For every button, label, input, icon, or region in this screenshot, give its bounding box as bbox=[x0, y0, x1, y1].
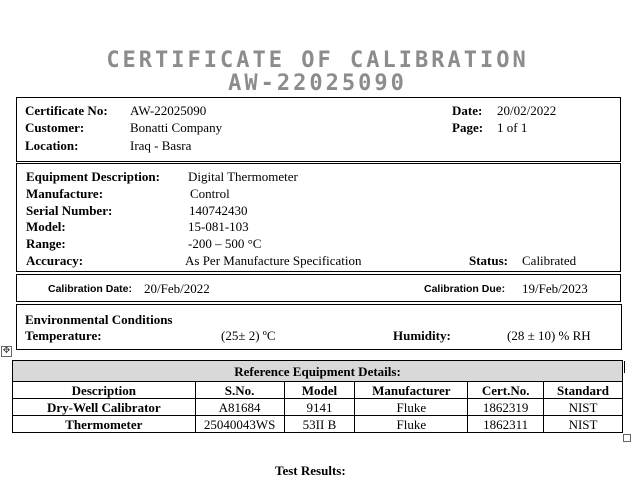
customer-value: Bonatti Company bbox=[130, 120, 223, 135]
table-cell: Thermometer bbox=[13, 416, 196, 433]
equipment-box bbox=[16, 163, 621, 272]
table-cell: Fluke bbox=[355, 399, 468, 416]
column-header: Model bbox=[284, 382, 355, 399]
resize-handle-icon[interactable] bbox=[623, 434, 631, 442]
customer-label: Customer: bbox=[25, 120, 85, 135]
certificate-number-title: AW-22025090 bbox=[228, 71, 407, 96]
equipment-description-value: Digital Thermometer bbox=[188, 169, 298, 184]
location-value: Iraq - Basra bbox=[130, 138, 192, 153]
accuracy-value: As Per Manufacture Specification bbox=[185, 253, 362, 268]
table-cell: A81684 bbox=[195, 399, 284, 416]
column-header: Cert.No. bbox=[468, 382, 544, 399]
environment-heading: Environmental Conditions bbox=[25, 312, 173, 327]
model-value: 15-081-103 bbox=[188, 219, 249, 234]
serial-number-value: 140742430 bbox=[189, 203, 248, 218]
reference-equipment-table bbox=[12, 360, 623, 433]
range-label: Range: bbox=[26, 236, 66, 251]
table-cell: 9141 bbox=[284, 399, 355, 416]
certificate-title: CERTIFICATE OF CALIBRATION bbox=[106, 48, 529, 73]
page-label: Page: bbox=[452, 120, 484, 135]
calibration-date-value: 20/Feb/2022 bbox=[144, 281, 210, 296]
table-row bbox=[13, 416, 623, 433]
manufacture-label: Manufacture: bbox=[26, 186, 104, 201]
table-row bbox=[13, 399, 623, 416]
test-results-heading: Test Results: bbox=[275, 463, 346, 478]
table-cell: Fluke bbox=[355, 416, 468, 433]
table-cell: 1862319 bbox=[468, 399, 544, 416]
range-value: -200 – 500 °C bbox=[188, 236, 262, 251]
column-header: Manufacturer bbox=[355, 382, 468, 399]
equipment-description-label: Equipment Description: bbox=[26, 169, 160, 184]
table-cell: 25040043WS bbox=[195, 416, 284, 433]
column-header: Standard bbox=[544, 382, 623, 399]
move-handle-icon[interactable]: ✥ bbox=[2, 346, 11, 356]
date-value: 20/02/2022 bbox=[497, 103, 557, 118]
calibration-due-value: 19/Feb/2023 bbox=[522, 281, 588, 296]
accuracy-label: Accuracy: bbox=[26, 253, 84, 268]
date-label: Date: bbox=[452, 103, 483, 118]
table-cell: NIST bbox=[544, 399, 623, 416]
table-cell: 1862311 bbox=[468, 416, 544, 433]
certificate-info-box bbox=[16, 97, 621, 162]
manufacture-value: Control bbox=[190, 186, 230, 201]
certificate-no-label: Certificate No: bbox=[25, 103, 108, 118]
humidity-value: (28 ± 10) % RH bbox=[507, 328, 591, 343]
column-header: S.No. bbox=[195, 382, 284, 399]
text-cursor bbox=[624, 361, 625, 373]
status-label: Status: bbox=[469, 253, 509, 268]
temperature-label: Temperature: bbox=[25, 328, 102, 343]
certificate-no-value: AW-22025090 bbox=[130, 103, 207, 118]
location-label: Location: bbox=[25, 138, 79, 153]
model-label: Model: bbox=[26, 219, 66, 234]
humidity-label: Humidity: bbox=[393, 328, 451, 343]
serial-number-label: Serial Number: bbox=[26, 203, 113, 218]
table-cell: NIST bbox=[544, 416, 623, 433]
table-header-row bbox=[13, 382, 623, 399]
calibration-date-label: Calibration Date: bbox=[48, 283, 133, 295]
temperature-value: (25± 2) ºC bbox=[221, 328, 276, 343]
table-cell: 53II B bbox=[284, 416, 355, 433]
calibration-dates-box bbox=[16, 274, 621, 302]
calibration-due-label: Calibration Due: bbox=[424, 283, 506, 295]
page-value: 1 of 1 bbox=[497, 120, 528, 135]
table-cell: Dry-Well Calibrator bbox=[13, 399, 196, 416]
environment-box bbox=[16, 304, 622, 350]
column-header: Description bbox=[13, 382, 196, 399]
status-value: Calibrated bbox=[522, 253, 577, 268]
reference-heading: Reference Equipment Details: bbox=[13, 361, 623, 382]
